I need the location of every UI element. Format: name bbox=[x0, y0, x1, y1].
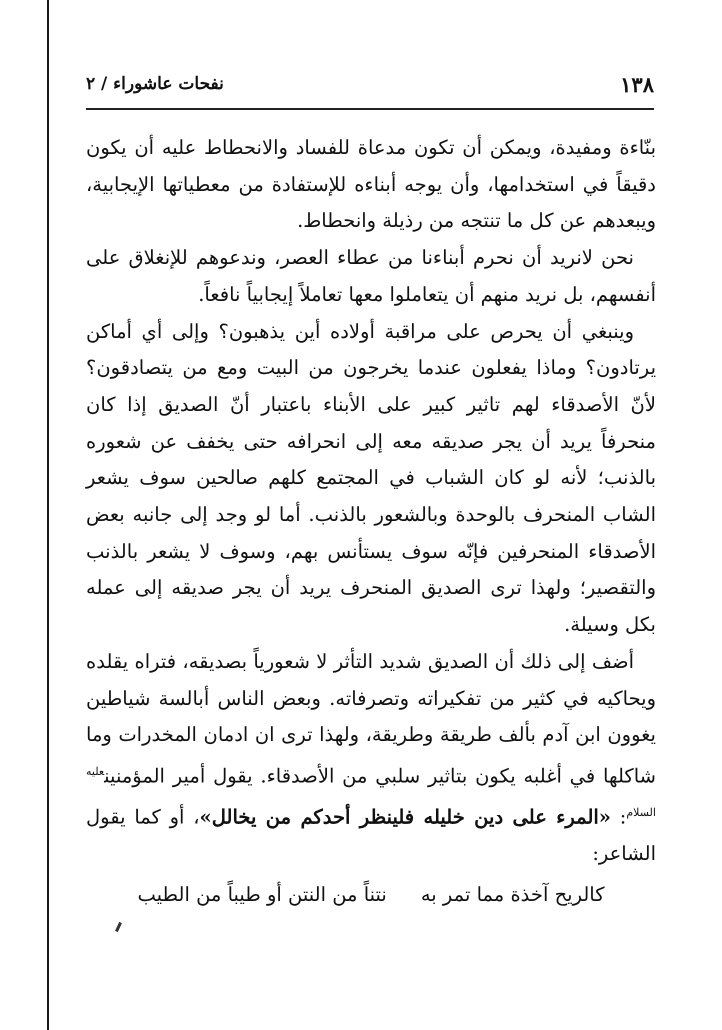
poetry-verse bbox=[86, 877, 656, 914]
page-left-border bbox=[47, 0, 49, 1030]
body-text bbox=[86, 130, 656, 914]
stray-mark bbox=[115, 922, 122, 932]
paragraph-2: نحن لانريد أن نحرم أبناءنا من عطاء العصر، وندعوهم للإنغلاق على أنفسهم، بل نريد منهم أن يتعاملوا معها تعاملاً إيجابياً نافعاً. bbox=[86, 246, 656, 306]
verse-hemistich-first: كالريح آخذة مما تمر به bbox=[420, 883, 605, 907]
verse-hemistich-second: نتناً من النتن أو طيباً من الطيب bbox=[137, 883, 387, 907]
paragraph-1: بنّاءة ومفيدة، ويمكن أن تكون مدعاة للفساد والانحطاط عليه أن يكون دقيقاً في استخدامها، وأن يوجه أبناءه للإستفادة من معطياتها الإيجابية، ويبعدهم عن كل ما تنتجه من رذيلة وانحطاط. bbox=[86, 136, 656, 233]
page-header bbox=[86, 72, 654, 100]
paragraph-4-ending: ، أو كما يقول الشاعر: bbox=[86, 805, 656, 866]
paragraph-3: وينبغي أن يحرص على مراقبة أولاده أين يذهبون؟ وإلى أي أماكن يرتادون؟ وماذا يفعلون عندما يخرجون من البيت ومع من يتصادقون؟ لأنّ الأصدقاء لهم تاثير كبير على الأبناء باعتبار أنّ الصديق إذا كان منحرفاً يريد أن يجر صديقه معه إلى انحرافه حتى يخفف عن شعوره بالذنب؛ لأنه لو كان الشباب في المجتمع كلهم صالحين سوف يشعر الشاب المنحرف بالوحدة وبالشعور بالذنب. أما لو وجد إلى جانبه بعض الأصدقاء المنحرفين فإنّه سوف يستأنس بهم، وسوف لا يشعر بالذنب والتقصير؛ ولهذا ترى الصديق المنحرف يريد أن يجر صديقه إلى عمله بكل وسيلة. bbox=[86, 319, 656, 637]
header-rule bbox=[86, 108, 654, 110]
page-number: ١٣٨ bbox=[620, 72, 654, 97]
honorific-mark: عليه السلام bbox=[86, 764, 656, 820]
paragraph-4-text: أضف إلى ذلك أن الصديق شديد التأثر لا شعورياً بصديقه، فتراه يقلده ويحاكيه في كثير من تفكيراته وتصرفاته. وبعض الناس أبالسة شياطين يغوون ابن آدم بألف طريقة وطريقة، ولهذا ترى ان ادمان المخدرات وما شاكلها في أغلبه يكون بتاثير سلبي من الأصدقاء. يقول أمير المؤمنين bbox=[86, 649, 656, 788]
running-title: نفحات عاشوراء / ٢ bbox=[86, 74, 224, 94]
hadith-quote: «المرء على دين خليله فلينظر أحدكم من يخالل» bbox=[199, 805, 611, 829]
paragraph-4: أضف إلى ذلك أن الصديق شديد التأثر لا شعورياً بصديقه، فتراه يقلده ويحاكيه في كثير من تفكيراته وتصرفاته. وبعض الناس أبالسة شياطين يغوون ابن آدم بألف طريقة وطريقة، ولهذا ترى ان ادمان المخدرات وما شاكلها في أغلبه يكون بتاثير سلبي من الأصدقاء. يقول أمير المؤمنين$^{عليه السلام}$: «المرء على دين خليله فلينظر أحدكم من يخالل»، أو كما يقول الشاعر: bbox=[86, 649, 656, 866]
